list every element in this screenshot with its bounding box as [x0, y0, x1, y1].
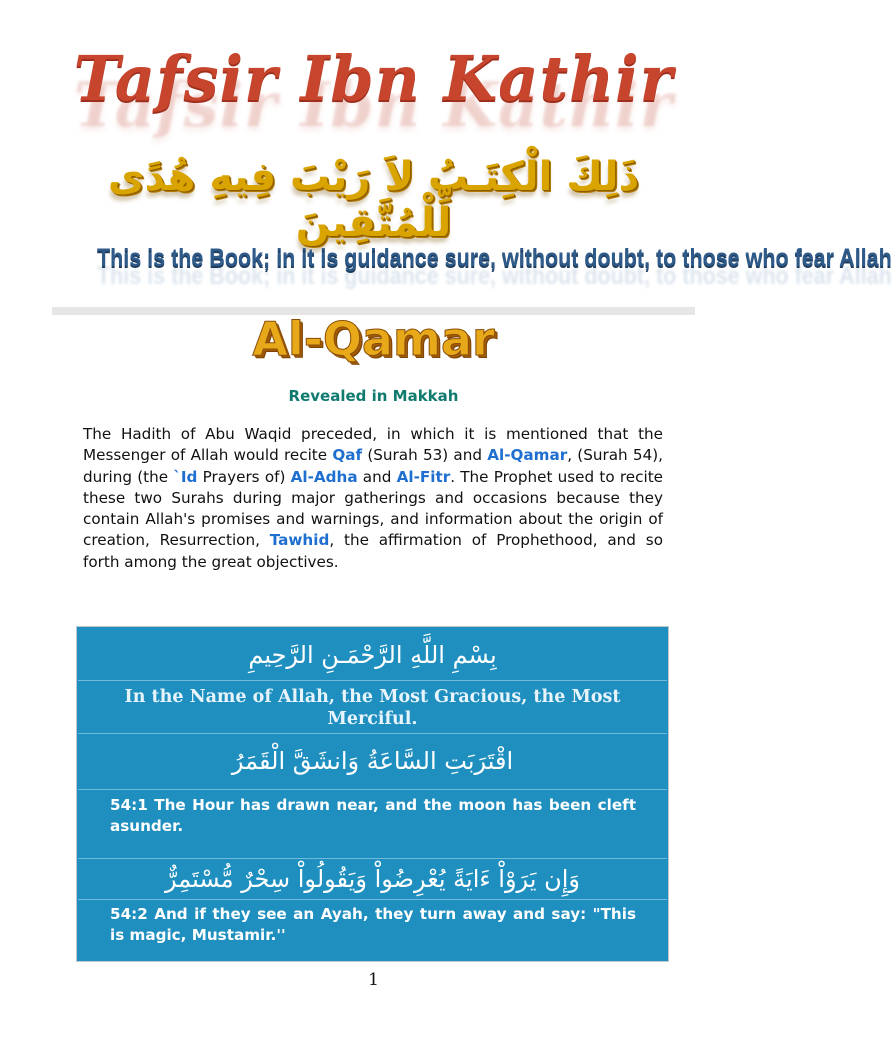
verse-separator	[78, 789, 667, 790]
basmala-english: In the Name of Allah, the Most Gracious, the Most Merciful.	[124, 687, 621, 729]
verse-box	[76, 626, 669, 962]
intro-text: (Surah 53) and	[362, 446, 488, 465]
revelation-place: Revealed in Makkah	[288, 387, 459, 405]
intro-text: , the affirmation of Prophethood, and so forth among the great objectives.	[83, 531, 663, 571]
intro-text: Prayers of)	[197, 467, 291, 486]
verse-2-arabic: وَإِن يَرَوْاْ ءَايَةً يُعْرِضُواْ وَيَقُولُواْ سِحْرٌ مُّسْتَمِرٌّ	[165, 865, 580, 893]
verse-1-arabic: اقْتَرَبَتِ السَّاعَةُ وَانشَقَّ الْقَمَرُ	[231, 747, 514, 775]
highlight-id: `Id	[173, 467, 198, 486]
page-number: 1	[368, 970, 379, 990]
verse-1-english: 54:1 The Hour has drawn near, and the moon has been cleft asunder.	[110, 796, 636, 835]
verse-separator	[78, 899, 667, 900]
banner-english-verse: This is the Book; in it is guidance sure, without doubt, to those who fear Allah	[97, 244, 892, 272]
highlight-al-adha: Al-Adha	[290, 467, 358, 486]
intro-paragraph	[83, 424, 663, 573]
surah-title: Al-Qamar	[252, 312, 495, 366]
intro-text: . The Prophet used to recite these two Surahs during major gatherings and occasions because they contain Allah's promises and warnings, and information about the origin of creation, Resurrection,	[83, 467, 663, 550]
intro-text: The Hadith of Abu Waqid preceded, in which it is mentioned that the Messenger of Allah would recite	[83, 425, 663, 465]
banner-arabic-verse: ذَلِكَ الْكِتَـبُ لاَ رَيْبَ فِيهِ هُدًى لِّلْمُتَّقِينَ	[107, 154, 640, 246]
verse-separator	[78, 858, 667, 859]
highlight-tawhid: Tawhid	[269, 531, 330, 550]
verse-separator	[78, 680, 667, 681]
verse-separator	[78, 733, 667, 734]
intro-text: and	[357, 467, 397, 486]
verse-2-english: 54:2 And if they see an Ayah, they turn away and say: "This is magic, Mustamir.''	[110, 905, 636, 944]
header-banner	[52, 36, 892, 308]
highlight-al-qamar: Al-Qamar	[487, 446, 568, 465]
highlight-al-fitr: Al-Fitr	[396, 467, 451, 486]
intro-text: , (Surah 54), during (the	[83, 446, 663, 486]
banner-title: Tafsir Ibn Kathir	[73, 42, 674, 115]
basmala-arabic: بِسْمِ اللَّهِ الرَّحْمَـنِ الرَّحِيمِ	[248, 641, 497, 669]
highlight-qaf: Qaf	[332, 446, 363, 465]
